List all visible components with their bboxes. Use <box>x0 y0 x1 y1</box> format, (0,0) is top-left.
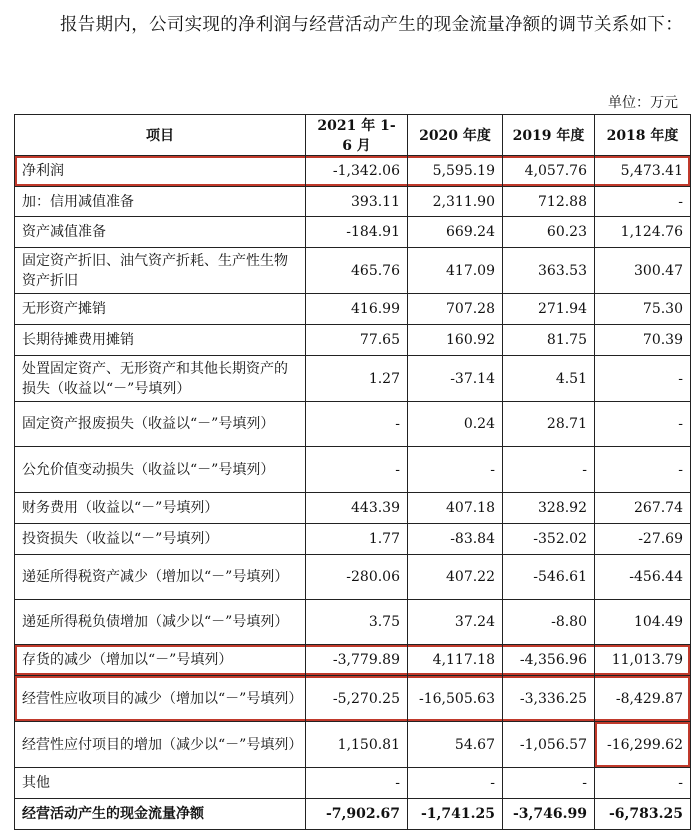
header-2018: 2018 年度 <box>595 115 691 156</box>
value-cell: 271.94 <box>503 294 595 325</box>
row-label: 经营性应收项目的减少（增加以“－”号填列） <box>15 676 306 722</box>
value-cell: 11,013.79 <box>595 645 691 676</box>
value-cell: -352.02 <box>503 524 595 555</box>
value-cell: 407.18 <box>408 493 503 524</box>
row-label: 财务费用（收益以“－”号填列） <box>15 493 306 524</box>
cash-flow-reconciliation-table <box>14 114 691 830</box>
value-cell: 1.27 <box>306 356 408 402</box>
value-cell: - <box>595 402 691 447</box>
row-label: 长期待摊费用摊销 <box>15 325 306 356</box>
value-cell: 267.74 <box>595 493 691 524</box>
value-cell: - <box>503 447 595 493</box>
table-row <box>15 402 691 447</box>
value-cell: 712.88 <box>503 187 595 217</box>
row-label: 经营活动产生的现金流量净额 <box>15 799 306 830</box>
value-cell: 328.92 <box>503 493 595 524</box>
value-cell: -3,336.25 <box>503 676 595 722</box>
value-cell: 5,595.19 <box>408 156 503 187</box>
value-cell: - <box>306 768 408 799</box>
value-cell: 37.24 <box>408 600 503 645</box>
row-label: 经营性应付项目的增加（减少以“－”号填列） <box>15 722 306 768</box>
row-label: 投资损失（收益以“－”号填列） <box>15 524 306 555</box>
row-label: 固定资产报废损失（收益以“－”号填列） <box>15 402 306 447</box>
value-cell: -7,902.67 <box>306 799 408 830</box>
table-row <box>15 325 691 356</box>
table-row <box>15 217 691 248</box>
value-cell: 407.22 <box>408 555 503 600</box>
table-row <box>15 493 691 524</box>
value-cell: -456.44 <box>595 555 691 600</box>
value-cell: 0.24 <box>408 402 503 447</box>
value-cell: -83.84 <box>408 524 503 555</box>
table-row <box>15 600 691 645</box>
table-row <box>15 799 691 830</box>
table-row <box>15 187 691 217</box>
row-label: 无形资产摊销 <box>15 294 306 325</box>
value-cell: -1,741.25 <box>408 799 503 830</box>
table-row <box>15 294 691 325</box>
row-label: 处置固定资产、无形资产和其他长期资产的损失（收益以“－”号填列） <box>15 356 306 402</box>
value-cell: - <box>408 447 503 493</box>
value-cell: 1,150.81 <box>306 722 408 768</box>
value-cell: 3.75 <box>306 600 408 645</box>
header-2019: 2019 年度 <box>503 115 595 156</box>
value-cell: 28.71 <box>503 402 595 447</box>
value-cell: 443.39 <box>306 493 408 524</box>
value-cell: -16,299.62 <box>595 722 691 768</box>
value-cell: 54.67 <box>408 722 503 768</box>
header-row <box>15 115 691 156</box>
value-cell: -3,779.89 <box>306 645 408 676</box>
value-cell: - <box>306 402 408 447</box>
table-row <box>15 248 691 294</box>
table-row <box>15 447 691 493</box>
value-cell: 104.49 <box>595 600 691 645</box>
value-cell: -8,429.87 <box>595 676 691 722</box>
value-cell: -16,505.63 <box>408 676 503 722</box>
row-label: 资产减值准备 <box>15 217 306 248</box>
row-label: 净利润 <box>15 156 306 187</box>
value-cell: - <box>408 768 503 799</box>
row-label: 递延所得税负债增加（减少以“－”号填列） <box>15 600 306 645</box>
value-cell: 416.99 <box>306 294 408 325</box>
value-cell: 77.65 <box>306 325 408 356</box>
row-label: 其他 <box>15 768 306 799</box>
table-row <box>15 356 691 402</box>
table-row <box>15 768 691 799</box>
value-cell: - <box>595 447 691 493</box>
value-cell: -1,342.06 <box>306 156 408 187</box>
value-cell: 393.11 <box>306 187 408 217</box>
value-cell: -184.91 <box>306 217 408 248</box>
value-cell: -3,746.99 <box>503 799 595 830</box>
intro-paragraph: 报告期内，公司实现的净利润与经营活动产生的现金流量净额的调节关系如下： <box>60 15 683 35</box>
value-cell: 4.51 <box>503 356 595 402</box>
header-2021h1: 2021 年 1-6 月 <box>306 115 408 156</box>
value-cell: -5,270.25 <box>306 676 408 722</box>
value-cell: 363.53 <box>503 248 595 294</box>
row-label: 存货的减少（增加以“－”号填列） <box>15 645 306 676</box>
header-item: 项目 <box>15 115 306 156</box>
value-cell: 160.92 <box>408 325 503 356</box>
value-cell: -1,056.57 <box>503 722 595 768</box>
value-cell: -27.69 <box>595 524 691 555</box>
unit-label: 单位：万元 <box>608 95 678 111</box>
value-cell: -4,356.96 <box>503 645 595 676</box>
value-cell: - <box>595 768 691 799</box>
value-cell: -546.61 <box>503 555 595 600</box>
value-cell: - <box>503 768 595 799</box>
row-label: 固定资产折旧、油气资产折耗、生产性生物资产折旧 <box>15 248 306 294</box>
table-row <box>15 524 691 555</box>
value-cell: 465.76 <box>306 248 408 294</box>
value-cell: 1.77 <box>306 524 408 555</box>
header-2020: 2020 年度 <box>408 115 503 156</box>
value-cell: - <box>595 356 691 402</box>
table-row <box>15 645 691 676</box>
value-cell: - <box>306 447 408 493</box>
value-cell: 4,057.76 <box>503 156 595 187</box>
table-row <box>15 555 691 600</box>
value-cell: 60.23 <box>503 217 595 248</box>
value-cell: -6,783.25 <box>595 799 691 830</box>
value-cell: 707.28 <box>408 294 503 325</box>
row-label: 递延所得税资产减少（增加以“－”号填列） <box>15 555 306 600</box>
value-cell: 70.39 <box>595 325 691 356</box>
value-cell: -280.06 <box>306 555 408 600</box>
value-cell: 417.09 <box>408 248 503 294</box>
row-label: 公允价值变动损失（收益以“－”号填列） <box>15 447 306 493</box>
value-cell: -8.80 <box>503 600 595 645</box>
value-cell: 4,117.18 <box>408 645 503 676</box>
value-cell: - <box>595 187 691 217</box>
value-cell: 300.47 <box>595 248 691 294</box>
value-cell: -37.14 <box>408 356 503 402</box>
value-cell: 81.75 <box>503 325 595 356</box>
value-cell: 1,124.76 <box>595 217 691 248</box>
row-label: 加：信用减值准备 <box>15 187 306 217</box>
table-row <box>15 722 691 768</box>
table-row <box>15 676 691 722</box>
value-cell: 669.24 <box>408 217 503 248</box>
table-row <box>15 156 691 187</box>
value-cell: 75.30 <box>595 294 691 325</box>
value-cell: 5,473.41 <box>595 156 691 187</box>
value-cell: 2,311.90 <box>408 187 503 217</box>
